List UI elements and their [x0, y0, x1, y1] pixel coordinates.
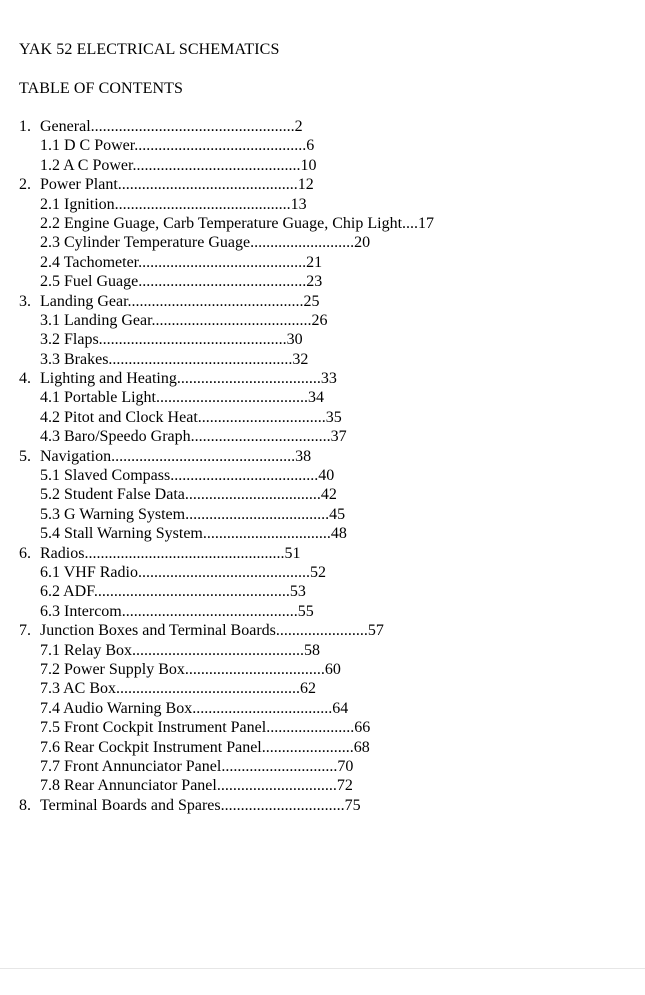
toc-entry-text: Junction Boxes and Terminal Boards.......................57: [40, 622, 384, 640]
toc-section-entry: [19, 796, 434, 815]
toc-subsection-entry: [19, 272, 434, 291]
toc-subsection-entry: [19, 505, 434, 524]
toc-subsection-entry: [19, 582, 434, 601]
toc-section-entry: [19, 117, 434, 136]
toc-subsection-entry: [19, 350, 434, 369]
toc-subsection-entry: [19, 466, 434, 485]
toc-entry-text: Lighting and Heating....................................33: [40, 370, 337, 388]
toc-subsection-entry: [19, 233, 434, 252]
toc-subsection-entry: [19, 427, 434, 446]
toc-section-number: 2.: [19, 176, 31, 194]
toc-entry-text: 7.8 Rear Annunciator Panel..............................72: [40, 777, 353, 795]
toc-subsection-entry: [19, 757, 434, 776]
toc-subsection-entry: [19, 524, 434, 543]
toc-section-number: 8.: [19, 796, 31, 814]
toc-entry-text: 6.2 ADF.................................................53: [40, 583, 306, 601]
toc-entry-text: 7.7 Front Annunciator Panel.............................70: [40, 757, 354, 775]
toc-subsection-entry: [19, 214, 434, 233]
toc-subsection-entry: [19, 330, 434, 349]
toc-entry-text: 7.4 Audio Warning Box...................................64: [40, 699, 349, 717]
toc-subsection-entry: [19, 136, 434, 155]
toc-section-entry: [19, 621, 434, 640]
toc-entry-text: 6.3 Intercom............................................55: [40, 602, 314, 620]
toc-section-number: 1.: [19, 118, 31, 135]
toc-entry-text: 5.3 G Warning System....................................45: [40, 505, 346, 523]
toc-section-entry: [19, 447, 434, 466]
toc-entry-text: 7.3 AC Box..............................................62: [40, 680, 317, 698]
toc-entry-text: 4.1 Portable Light......................................34: [40, 389, 324, 407]
toc-entry-text: 3.1 Landing Gear........................................26: [40, 311, 328, 329]
toc-entry-text: 5.2 Student False Data..................................42: [40, 486, 337, 504]
toc-subsection-entry: [19, 776, 434, 795]
toc-entry-text: 2.4 Tachometer..........................................21: [40, 253, 323, 271]
toc-entry-text: General...................................................2: [40, 118, 303, 135]
toc-entry-text: 2.3 Cylinder Temperature Guage..........................20: [40, 234, 371, 252]
table-of-contents: [19, 117, 434, 815]
toc-entry-text: 7.6 Rear Cockpit Instrument Panel.......................68: [40, 738, 370, 756]
toc-subsection-entry: [19, 641, 434, 660]
toc-subsection-entry: [19, 311, 434, 330]
toc-section-number: 6.: [19, 544, 31, 562]
toc-subsection-entry: [19, 602, 434, 621]
toc-subsection-entry: [19, 388, 434, 407]
toc-section-entry: [19, 292, 434, 311]
toc-subsection-entry: [19, 408, 434, 427]
toc-entry-text: 5.1 Slaved Compass.....................................40: [40, 467, 335, 485]
toc-subsection-entry: [19, 156, 434, 175]
toc-entry-text: 2.5 Fuel Guage..........................................23: [40, 273, 323, 291]
toc-section-entry: [19, 544, 434, 563]
toc-entry-text: Radios..................................................51: [40, 544, 301, 562]
toc-entry-text: 2.1 Ignition............................................13: [40, 195, 307, 213]
toc-subsection-entry: [19, 699, 434, 718]
toc-subsection-entry: [19, 485, 434, 504]
toc-entry-text: 1.2 A C Power..........................................10: [40, 156, 317, 174]
toc-heading: TABLE OF CONTENTS: [19, 80, 183, 97]
toc-entry-text: 6.1 VHF Radio...........................................52: [40, 563, 326, 581]
toc-section-number: 3.: [19, 292, 31, 310]
toc-subsection-entry: [19, 718, 434, 737]
toc-entry-text: 3.2 Flaps...............................................30: [40, 331, 303, 349]
toc-subsection-entry: [19, 679, 434, 698]
toc-subsection-entry: [19, 660, 434, 679]
toc-section-number: 7.: [19, 622, 31, 640]
toc-entry-text: 7.2 Power Supply Box...................................60: [40, 660, 341, 678]
toc-section-number: 5.: [19, 447, 31, 465]
toc-subsection-entry: [19, 738, 434, 757]
toc-entry-text: 1.1 D C Power...........................................6: [40, 137, 315, 155]
toc-subsection-entry: [19, 253, 434, 272]
toc-section-entry: [19, 175, 434, 194]
toc-entry-text: 3.3 Brakes..............................................32: [40, 350, 309, 368]
toc-entry-text: 4.3 Baro/Speedo Graph...................................37: [40, 428, 347, 446]
toc-entry-text: 2.2 Engine Guage, Carb Temperature Guage, Chip Light....17: [40, 214, 435, 232]
toc-subsection-entry: [19, 195, 434, 214]
toc-entry-text: Power Plant.............................................12: [40, 176, 314, 194]
toc-entry-text: 7.1 Relay Box...........................................58: [40, 641, 320, 659]
toc-entry-text: Terminal Boards and Spares...............................75: [40, 796, 361, 814]
toc-section-entry: [19, 369, 434, 388]
page-bottom-divider: [0, 968, 645, 969]
toc-entry-text: Landing Gear............................................25: [40, 292, 320, 310]
toc-entry-text: 4.2 Pitot and Clock Heat................................35: [40, 408, 342, 426]
toc-entry-text: Navigation..............................................38: [40, 447, 312, 465]
toc-entry-text: 7.5 Front Cockpit Instrument Panel......................66: [40, 719, 371, 737]
toc-entry-text: 5.4 Stall Warning System................................48: [40, 525, 347, 543]
toc-subsection-entry: [19, 563, 434, 582]
toc-section-number: 4.: [19, 370, 31, 388]
document-title: YAK 52 ELECTRICAL SCHEMATICS: [19, 41, 280, 58]
